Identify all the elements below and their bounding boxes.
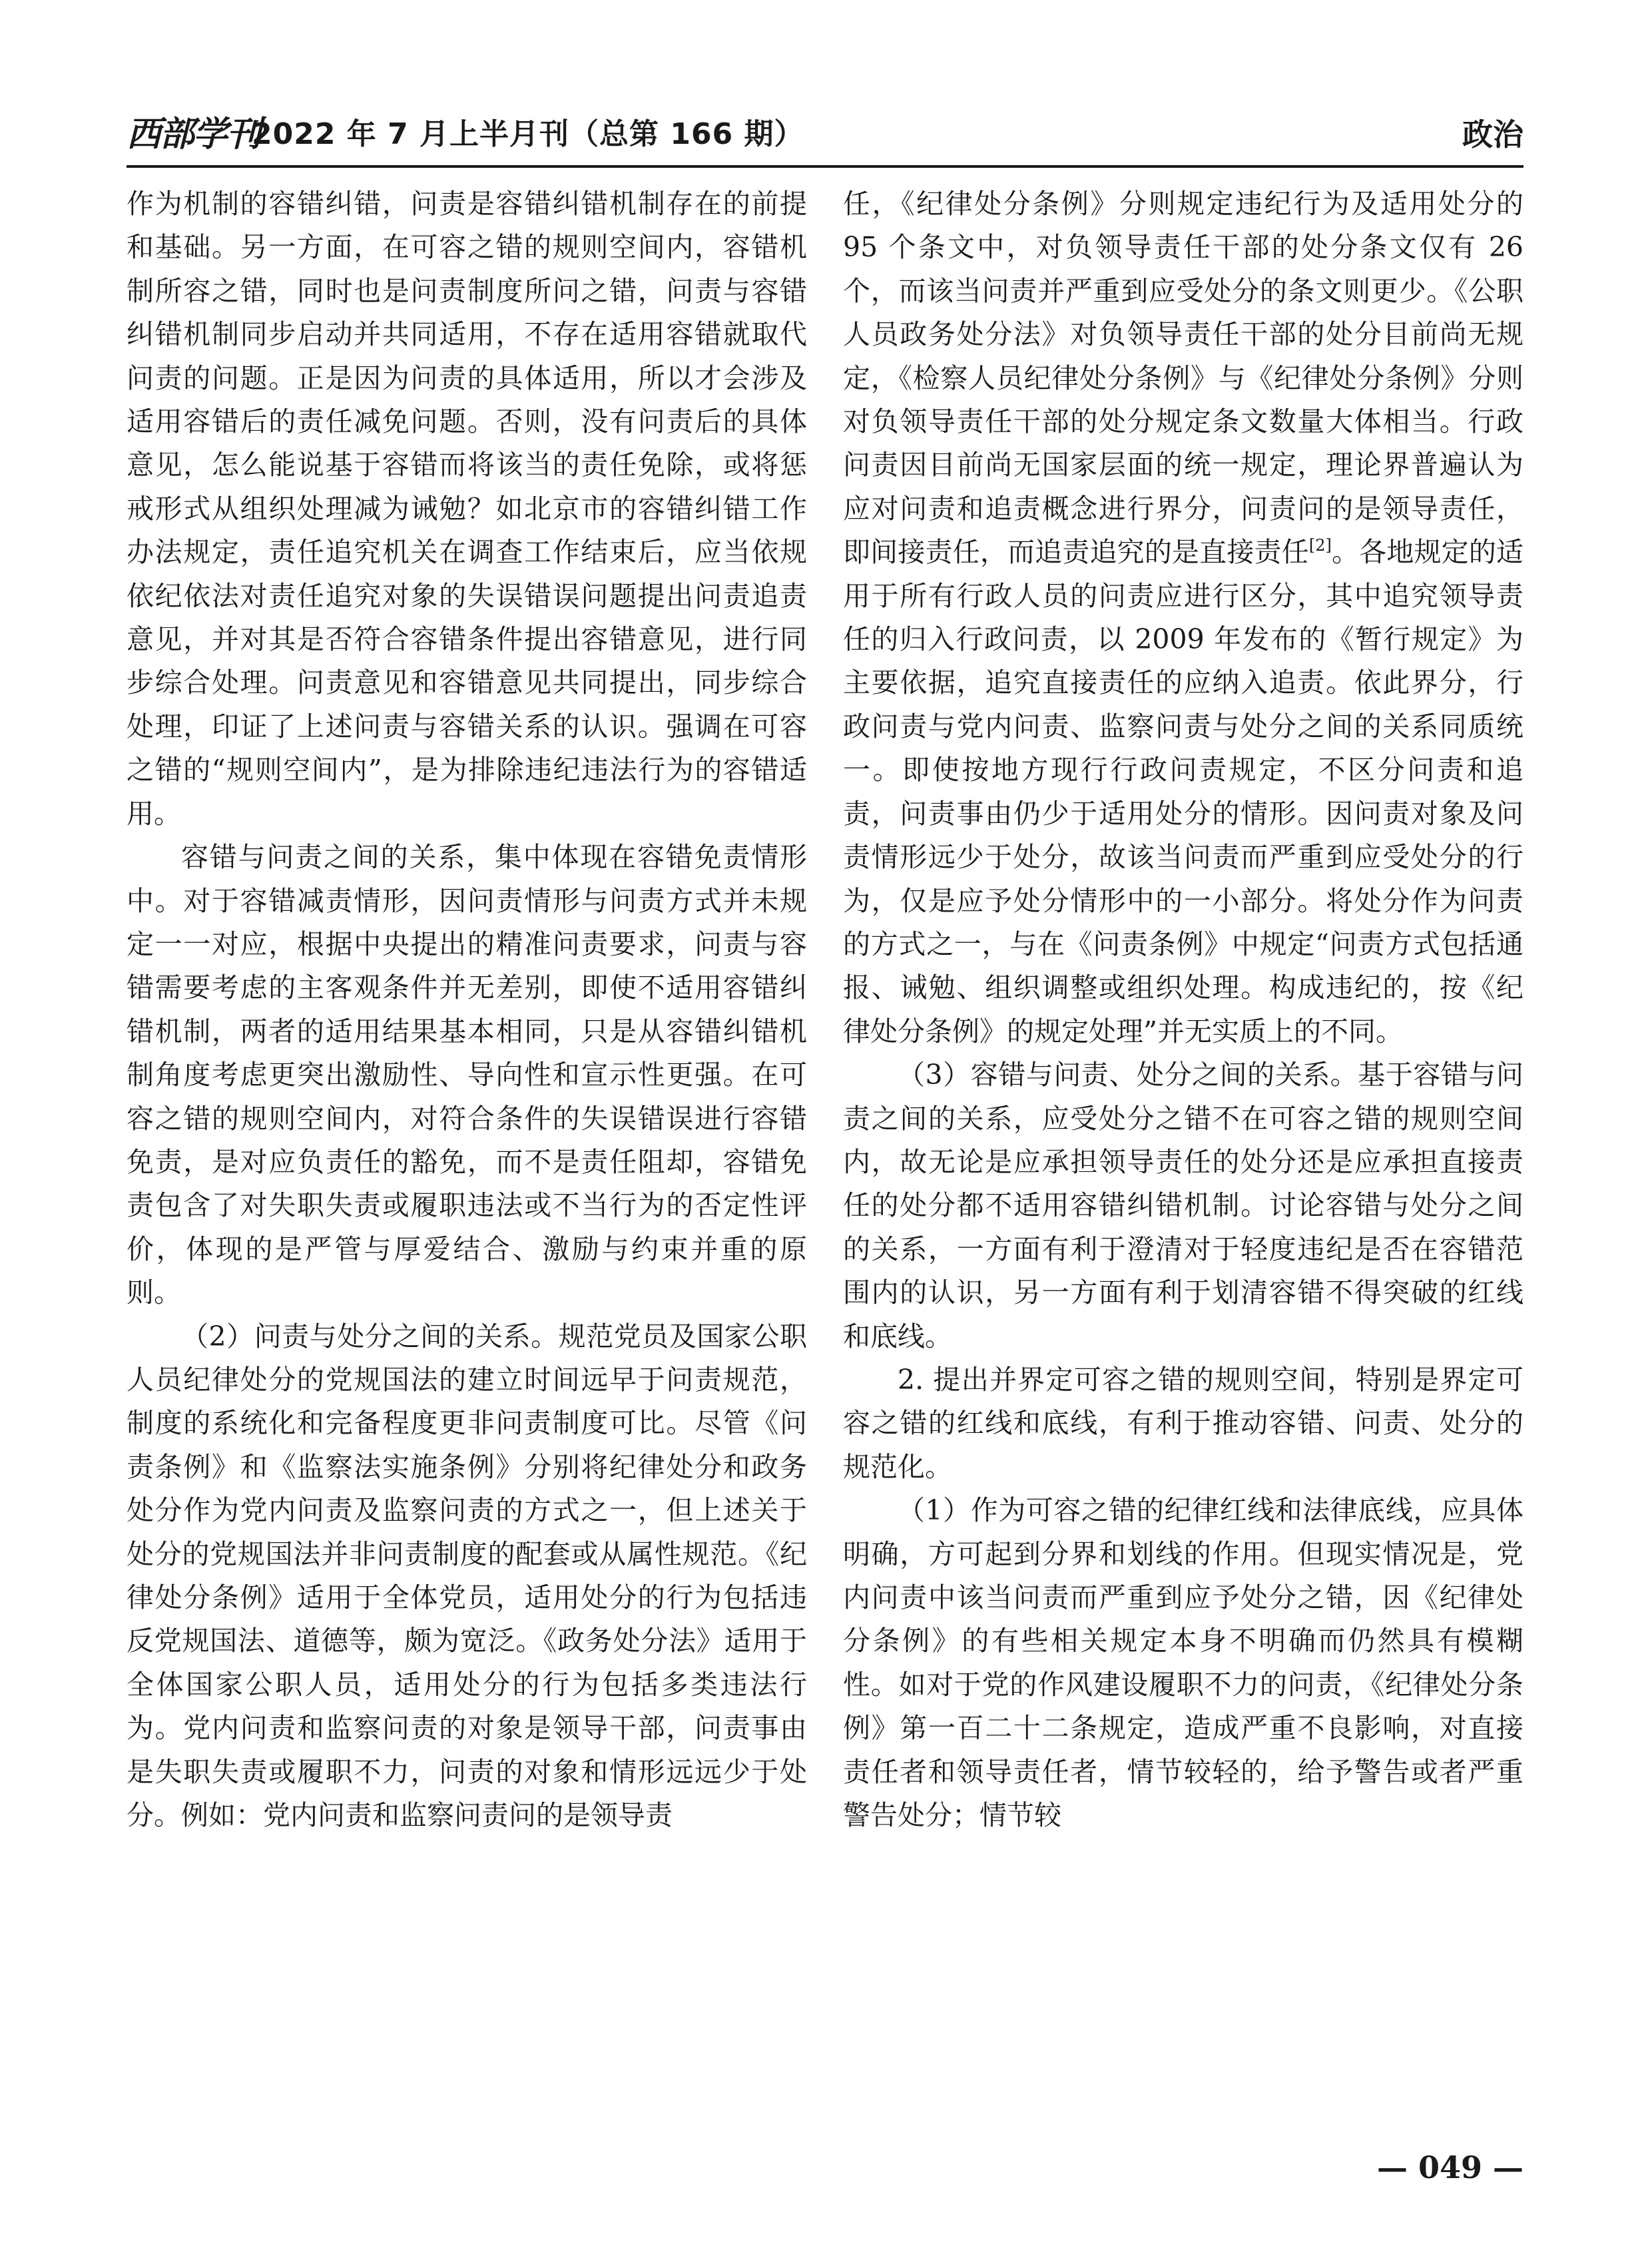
header-rule (127, 165, 1523, 168)
journal-issue: 2022 年 7 月上半月刊（总第 166 期） (252, 117, 804, 151)
paragraph: （1）作为可容之错的纪律红线和法律底线，应具体明确，方可起到分界和划线的作用。但现实情况是，党内问责中该当问责而严重到应予处分之错，因《纪律处分条例》的有些相关规定本身不明确而仍然具有模糊性。如对于党的作风建设履职不力的问责，《纪律处分条例》第一百二十二条规定，造成严重不良影响，对直接责任者和领导责任者，情节较轻的，给予警告或者严重警告处分；情节较 (843, 1494, 1523, 1832)
paragraph: （3）容错与问责、处分之间的关系。基于容错与问责之间的关系，应受处分之错不在可容之错的规则空间内，故无论是应承担领导责任的处分还是应承担直接责任的处分都不适用容错纠错机制。讨论容错与处分之间的关系，一方面有利于澄清对于轻度违纪是否在容错范围内的认识，另一方面有利于划清容错不得突破的红线和底线。 (843, 1059, 1523, 1352)
journal-logo: 西部学刊 (127, 114, 260, 154)
paragraph (843, 182, 1523, 1053)
citation-ref[interactable]: [2] (1308, 536, 1332, 555)
running-header (127, 112, 1523, 158)
page-number: — 049 — (1376, 2149, 1523, 2185)
paragraph-text: 任，《纪律处分条例》分则规定违纪行为及适用处分的 95 个条文中，对负领导责任干部的处分条文仅有 26 个，而该当问责并严重到应受处分的条文则更少。《公职人员政务处分法》对负领导责任干部的处分目前尚无规定，《检察人员纪律处分条例》与《纪律处分条例》分则对负领导责任干部的处分规定条文数量大体相当。行政问责因目前尚无国家层面的统一规定，理论界普遍认为应对问责和追责概念进行界分，问责问的是领导责任，即间接责任，而追责追究的是直接责任 (843, 188, 1523, 569)
paragraph: 作为机制的容错纠错，问责是容错纠错机制存在的前提和基础。另一方面，在可容之错的规则空间内，容错机制所容之错，同时也是问责制度所问之错，问责与容错纠错机制同步启动并共同适用，不存在适用容错就取代问责的问题。正是因为问责的具体适用，所以才会涉及适用容错后的责任减免问题。否则，没有问责后的具体意见，怎么能说基于容错而将该当的责任免除，或将惩戒形式从组织处理减为诫勉？如北京市的容错纠错工作办法规定，责任追究机关在调查工作结束后，应当依规依纪依法对责任追究对象的失误错误问题提出问责追责意见，并对其是否符合容错条件提出容错意见，进行同步综合处理。问责意见和容错意见共同提出，同步综合处理，印证了上述问责与容错关系的认识。强调在可容之错的“规则空间内”，是为排除违纪违法行为的容错适用。 (127, 188, 807, 830)
paragraph: 容错与问责之间的关系，集中体现在容错免责情形中。对于容错减责情形，因问责情形与问责方式并未规定一一对应，根据中央提出的精准问责要求，问责与容错需要考虑的主客观条件并无差别，即使不适用容错纠错机制，两者的适用结果基本相同，只是从容错纠错机制角度考虑更突出激励性、导向性和宣示性更强。在可容之错的规则空间内，对符合条件的失误错误进行容错免责，是对应负责任的豁免，而不是责任阻却，容错免责包含了对失职失责或履职违法或不当行为的否定性评价，体现的是严管与厚爱结合、激励与约束并重的原则。 (127, 841, 807, 1309)
left-column (127, 182, 807, 2040)
section-label: 政治 (1462, 117, 1523, 152)
paragraph-text: 。各地规定的适用于所有行政人员的问责应进行区分，其中追究领导责任的归入行政问责，以 2009 年发布的《暂行规定》为主要依据，追究直接责任的应纳入追责。依此界分，行政问责与党内问责、监察问责与处分之间的关系同质统一。即使按地方现行行政问责规定，不区分问责和追责，问责事由仍少于适用处分的情形。因问责对象及问责情形远少于处分，故该当问责而严重到应受处分的行为，仅是应予处分情形中的一小部分。将处分作为问责的方式之一，与在《问责条例》中规定“问责方式包括通报、诫勉、组织调整或组织处理。构成违纪的，按《纪律处分条例》的规定处理”并无实质上的不同。 (843, 536, 1523, 1047)
paragraph: 2. 提出并界定可容之错的规则空间，特别是界定可容之错的红线和底线，有利于推动容错、问责、处分的规范化。 (843, 1363, 1523, 1483)
right-column (843, 182, 1523, 2040)
paragraph: （2）问责与处分之间的关系。规范党员及国家公职人员纪律处分的党规国法的建立时间远早于问责规范，制度的系统化和完备程度更非问责制度可比。尽管《问责条例》和《监察法实施条例》分别将纪律处分和政务处分作为党内问责及监察问责的方式之一，但上述关于处分的党规国法并非问责制度的配套或从属性规范。《纪律处分条例》适用于全体党员，适用处分的行为包括违反党规国法、道德等，颇为宽泛。《政务处分法》适用于全体国家公职人员，适用处分的行为包括多类违法行为。党内问责和监察问责的对象是领导干部，问责事由是失职失责或履职不力，问责的对象和情形远远少于处分。例如：党内问责和监察问责问的是领导责 (127, 1320, 807, 1832)
